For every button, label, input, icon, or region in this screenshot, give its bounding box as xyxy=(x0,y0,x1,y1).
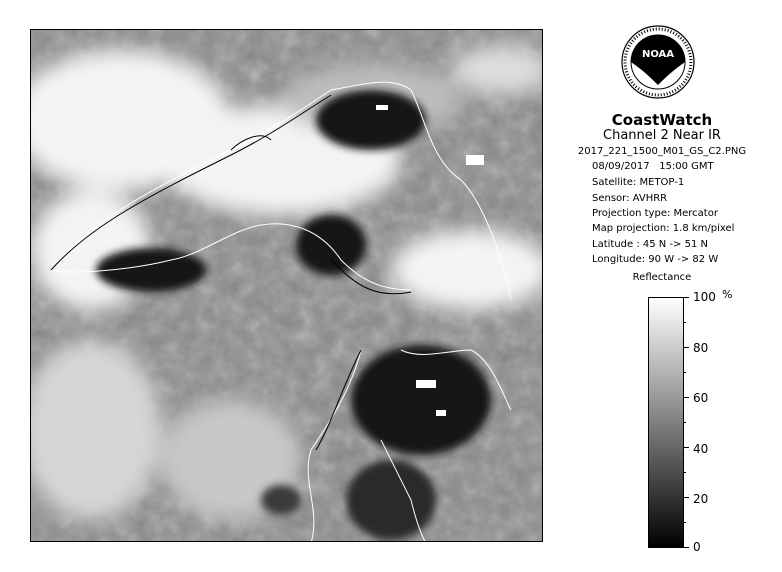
image-filename: 2017_221_1500_M01_GS_C2.PNG xyxy=(577,146,747,157)
colorbar-tick-label: 40 xyxy=(693,442,709,456)
image-datetime xyxy=(592,161,714,172)
satellite-line: Satellite: METOP-1 xyxy=(592,177,685,188)
projection-type-line: Projection type: Mercator xyxy=(592,208,718,219)
longitude-line: Longitude: 90 W -> 82 W xyxy=(592,254,719,265)
map-projection-line: Map projection: 1.8 km/pixel xyxy=(592,223,735,234)
satellite-image-map xyxy=(30,29,543,542)
latitude-line: Latitude : 45 N -> 51 N xyxy=(592,239,708,250)
colorbar-unit: % xyxy=(722,288,733,301)
colorbar-ticks xyxy=(683,297,689,548)
svg-text:NOAA: NOAA xyxy=(641,49,675,60)
reflectance-colorbar xyxy=(648,297,684,548)
colorbar-tick-label: 100 xyxy=(693,290,716,304)
app-title: CoastWatch xyxy=(611,111,713,129)
noaa-logo xyxy=(620,19,696,105)
image-date: 08/09/2017 xyxy=(592,161,650,172)
image-time: 15:00 GMT xyxy=(659,161,714,172)
colorbar-tick-label: 80 xyxy=(693,341,709,355)
channel-subtitle: Channel 2 Near IR xyxy=(603,128,721,143)
colorbar-title: Reflectance xyxy=(632,272,692,283)
colorbar-tick-label: 20 xyxy=(693,492,709,506)
colorbar-tick-label: 60 xyxy=(693,391,709,405)
colorbar-tick-label: 0 xyxy=(693,540,701,554)
sensor-line: Sensor: AVHRR xyxy=(592,193,668,204)
